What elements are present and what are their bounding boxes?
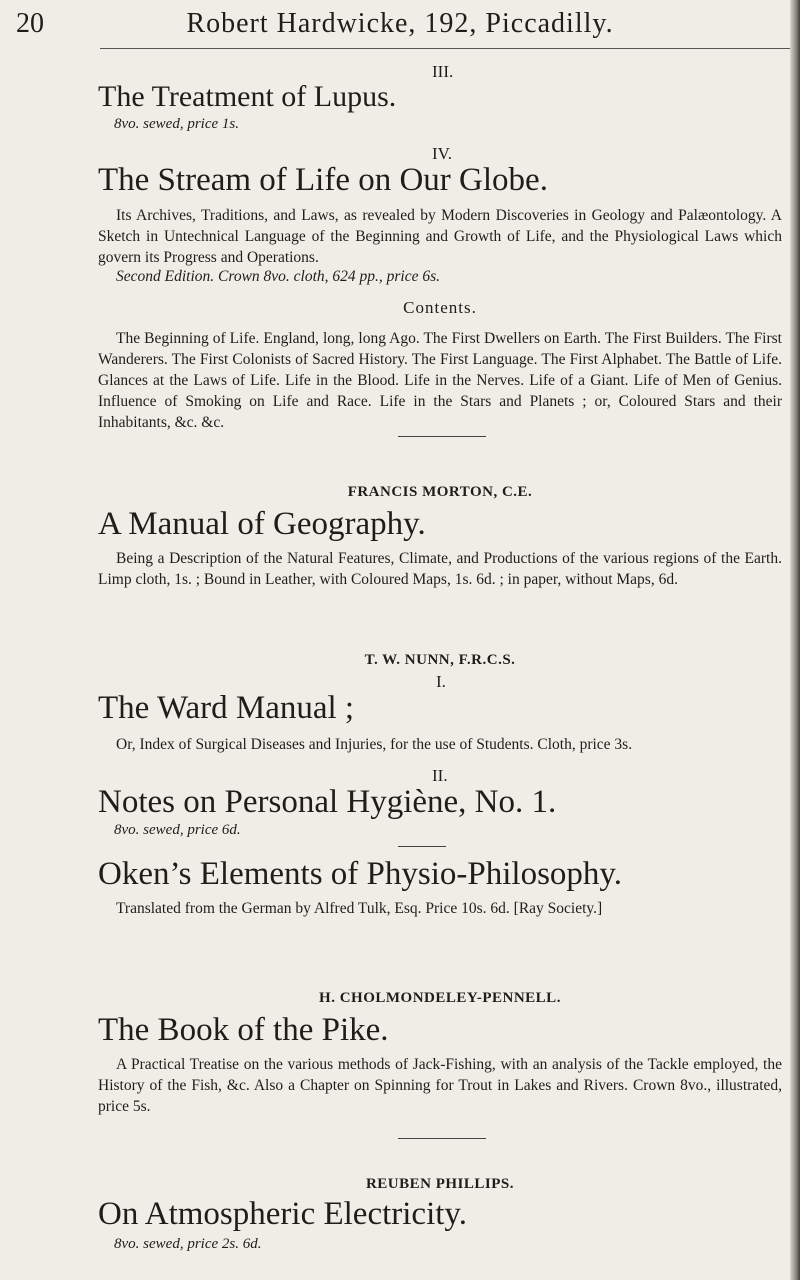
author-cholmondeley-pennell: H. CHOLMONDELEY-PENNELL. <box>319 990 561 1006</box>
book-title-personal-hygiene: Notes on Personal Hygiène, No. 1. <box>98 784 557 820</box>
author-phillips: REUBEN PHILLIPS. <box>365 1176 515 1192</box>
entry-numeral-4: IV. <box>432 144 452 163</box>
description-book-of-the-pike: A Practical Treatise on the various methods of Jack-Fishing, with an analysis of the Tackle employed, the History of the Fish, &c. Also a Chapter on Spinning for Trout in Lakes and Rivers. Crown 8vo., illustrated, price 5s. <box>98 1056 782 1115</box>
section-rule-1 <box>398 436 486 437</box>
section-rule-2 <box>398 846 446 847</box>
book-title-manual-of-geography: A Manual of Geography. <box>98 506 426 542</box>
entry-numeral-3: III. <box>432 62 454 81</box>
contents-heading: Contents. <box>403 298 477 317</box>
page-edge-shadow <box>790 0 800 1280</box>
book-title-atmospheric-electricity: On Atmospheric Electricity. <box>98 1196 468 1232</box>
header-rule <box>100 48 790 49</box>
author-morton: FRANCIS MORTON, C.E. <box>347 484 533 500</box>
section-rule-3 <box>398 1138 486 1139</box>
page-number: 20 <box>16 8 44 39</box>
entry-numeral-1: I. <box>436 672 446 691</box>
price-note-personal-hygiene: 8vo. sewed, price 6d. <box>114 822 241 838</box>
description-ward-manual: Or, Index of Surgical Diseases and Injuries, for the use of Students. Cloth, price 3s. <box>116 736 633 753</box>
book-title-lupus: The Treatment of Lupus. <box>98 80 397 113</box>
author-nunn: T. W. NUNN, F.R.C.S. <box>364 652 516 668</box>
running-header: Robert Hardwicke, 192, Piccadilly. <box>186 8 614 39</box>
book-title-physio-philosophy: Oken’s Elements of Physio-Philosophy. <box>98 856 623 892</box>
entry-numeral-2: II. <box>432 766 448 785</box>
description-manual-of-geography: Being a Description of the Natural Features, Climate, and Productions of the various regions of the Earth. Limp cloth, 1s. ; Bound in Leather, with Coloured Maps, 1s. 6d. ; in paper, without Maps, 6d. <box>98 550 782 588</box>
contents-list: The Beginning of Life. England, long, long Ago. The First Dwellers on Earth. The First Builders. The First Wanderers. The First Colonists of Sacred History. The First Language. The First Alphabet. The Battle of Life. Glances at the Laws of Life. Life in the Blood. Life in the Nerves. Life of a Giant. Life of Men of Genius. Influence of Smoking on Life and Race. Life in the Stars and Planets ; or, Coloured Stars and their Inhabitants, &c. &c. <box>98 330 782 431</box>
price-note-lupus: 8vo. sewed, price 1s. <box>114 116 239 132</box>
book-title-stream-of-life: The Stream of Life on Our Globe. <box>98 162 548 198</box>
description-physio-philosophy: Translated from the German by Alfred Tulk, Esq. Price 10s. 6d. [Ray Society.] <box>116 900 603 917</box>
book-title-ward-manual: The Ward Manual ; <box>98 690 355 726</box>
description-stream-of-life: Its Archives, Traditions, and Laws, as revealed by Modern Discoveries in Geology and Palæontology. A Sketch in Untechnical Language of the Beginning and Growth of Life, and the Physiological Laws which govern its Progress and Operations. <box>98 207 782 266</box>
price-note-atmospheric-electricity: 8vo. sewed, price 2s. 6d. <box>114 1236 262 1252</box>
edition-note-stream-of-life: Second Edition. Crown 8vo. cloth, 624 pp., price 6s. <box>116 268 441 285</box>
book-title-book-of-the-pike: The Book of the Pike. <box>98 1012 389 1048</box>
